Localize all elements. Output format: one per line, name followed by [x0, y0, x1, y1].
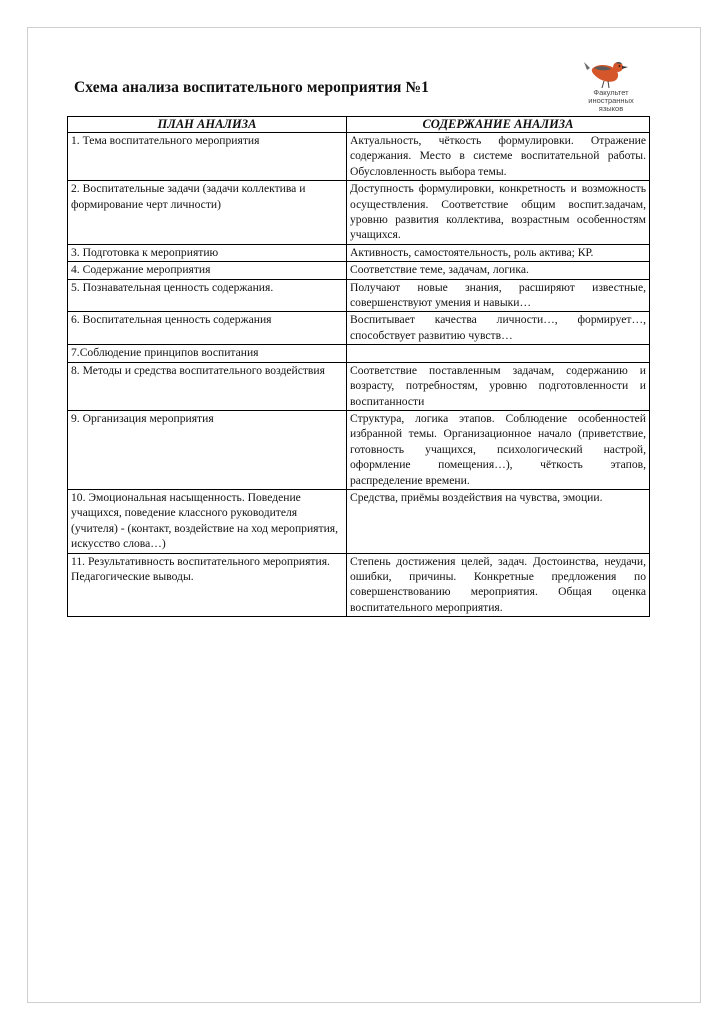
document-title: Схема анализа воспитательного мероприятия №1 [74, 79, 430, 96]
table-row [68, 345, 650, 362]
logo-caption-line: языков [598, 104, 624, 113]
content-cell: Воспитывает качества личности…, формирует…, способствует развитию чувств… [347, 312, 650, 345]
plan-cell: 7.Соблюдение принципов воспитания [68, 345, 347, 362]
table-header-row [68, 117, 650, 133]
content-cell: Получают новые знания, расширяют известные, совершенствуют умения и навыки… [347, 279, 650, 312]
content-cell: Средства, приёмы воздействия на чувства, эмоции. [347, 489, 650, 553]
plan-cell: 2. Воспитательные задачи (задачи коллектива и формирование черт личности) [68, 181, 347, 245]
plan-cell: 5. Познавательная ценность содержания. [68, 279, 347, 312]
table-row [68, 489, 650, 553]
plan-cell: 6. Воспитательная ценность содержания [68, 312, 347, 345]
table-row [68, 279, 650, 312]
plan-cell: 10. Эмоциональная насыщенность. Поведение учащихся, поведение классного руководителя (учителя) - (контакт, воздействие на ход мероприятия, искусство слова…) [68, 489, 347, 553]
table-row [68, 312, 650, 345]
faculty-logo [582, 58, 640, 114]
analysis-table [67, 116, 650, 617]
table-row [68, 181, 650, 245]
plan-cell: 11. Результативность воспитательного мероприятия. Педагогические выводы. [68, 553, 347, 617]
table-row [68, 262, 650, 279]
table-row [68, 244, 650, 261]
plan-cell: 9. Организация мероприятия [68, 410, 347, 489]
table-row [68, 362, 650, 410]
header-plan: ПЛАН АНАЛИЗА [68, 117, 347, 133]
table-row [68, 553, 650, 617]
content-cell: Активность, самостоятельность, роль актива; КР. [347, 244, 650, 261]
content-cell: Соответствие теме, задачам, логика. [347, 262, 650, 279]
content-cell: Степень достижения целей, задач. Достоинства, неудачи, ошибки, причины. Конкретные предложения по совершенствованию мероприятия. Общая оценка воспитательного мероприятия. [347, 553, 650, 617]
table-row [68, 133, 650, 181]
plan-cell: 3. Подготовка к мероприятию [68, 244, 347, 261]
header-content: СОДЕРЖАНИЕ АНАЛИЗА [347, 117, 650, 133]
logo-caption-line: иностранных [588, 96, 634, 105]
logo-caption [582, 89, 640, 113]
plan-cell: 1. Тема воспитательного мероприятия [68, 133, 347, 181]
content-cell: Актуальность, чёткость формулировки. Отражение содержания. Место в системе воспитательной работы. Обусловленность выбора темы. [347, 133, 650, 181]
table-row [68, 410, 650, 489]
logo-caption-line: Факультет [593, 88, 629, 97]
bird-icon [582, 58, 640, 92]
plan-cell: 4. Содержание мероприятия [68, 262, 347, 279]
content-cell: Структура, логика этапов. Соблюдение особенностей избранной темы. Организационное начало (приветствие, готовность учащихся, психологический настрой, оформление помещения…), чёткость этапов, распределение времени. [347, 410, 650, 489]
content-cell [347, 345, 650, 362]
content-cell: Соответствие поставленным задачам, содержанию и возрасту, потребностям, уровню подготовленности и воспитанности [347, 362, 650, 410]
plan-cell: 8. Методы и средства воспитательного воздействия [68, 362, 347, 410]
content-cell: Доступность формулировки, конкретность и возможность осуществления. Соответствие общим воспит.задачам, уровню развития коллектива, возрастным особенностям учащихся. [347, 181, 650, 245]
